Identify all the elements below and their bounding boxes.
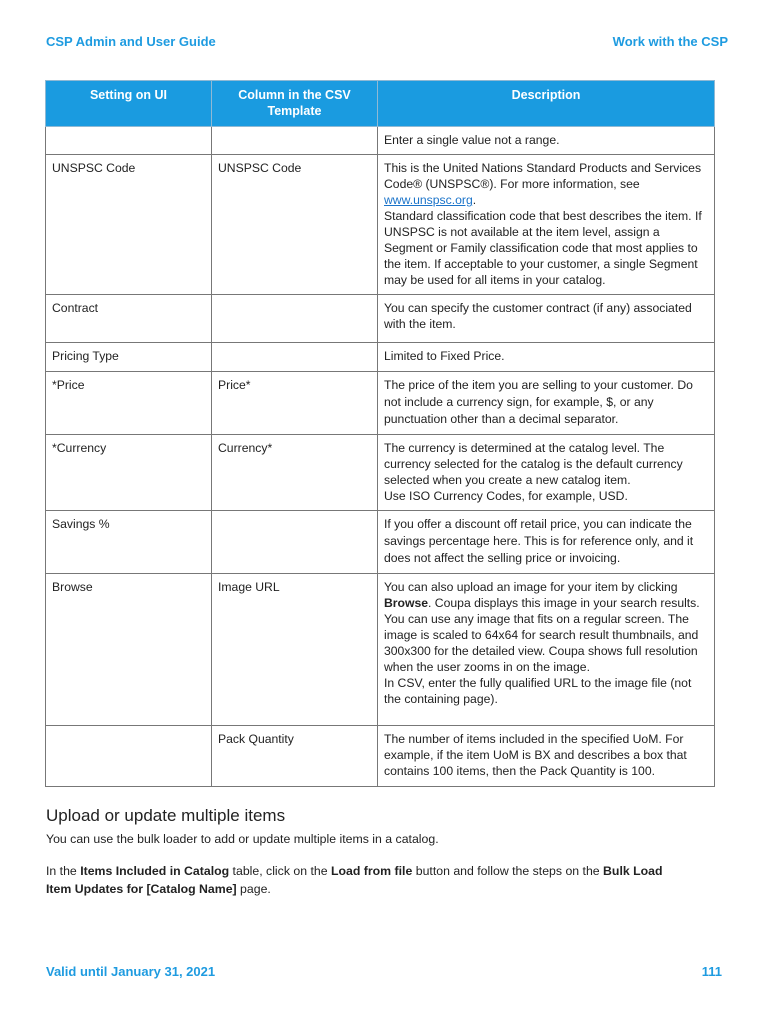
cell-setting: Pricing Type	[46, 343, 212, 372]
cell-csv: UNSPSC Code	[212, 155, 378, 295]
instruction-text: table, click on the	[229, 864, 331, 878]
cell-description: You can specify the customer contract (if any) associated with the item.	[378, 295, 715, 343]
cell-csv: Pack Quantity	[212, 726, 378, 787]
cell-description: The number of items included in the specified UoM. For example, if the item UoM is BX and describes a box that contains 100 items, then the Pack Quantity is 100.	[378, 726, 715, 787]
description-text: Use ISO Currency Codes, for example, USD.	[384, 489, 628, 503]
items-table-term: Items Included in Catalog	[80, 864, 230, 878]
cell-setting: Contract	[46, 295, 212, 343]
cell-setting: *Currency	[46, 435, 212, 511]
cell-setting	[46, 127, 212, 155]
cell-setting: UNSPSC Code	[46, 155, 212, 295]
description-text: The currency is determined at the catalog level. The currency selected for the catalog is the default currency selected when you create a new catalog item.	[384, 441, 683, 487]
cell-setting: *Price	[46, 372, 212, 435]
table-header-row	[46, 81, 715, 127]
instruction-text: button and follow the steps on the	[412, 864, 604, 878]
cell-description: The price of the item you are selling to your customer. Do not include a currency sign, for example, $, or any punctuation other than a decimal separator.	[378, 372, 715, 435]
cell-description: Enter a single value not a range.	[378, 127, 715, 155]
table-row	[46, 155, 715, 295]
cell-setting: Savings %	[46, 511, 212, 574]
table-row	[46, 435, 715, 511]
description-text: Standard classification code that best describes the item. If UNSPSC is not available at the item level, assign a Segment or Family classification code that most applies to the item. If acceptable to your customer, a single Segment may be used for all items in your catalog.	[384, 209, 702, 287]
table-row	[46, 343, 715, 372]
table-row	[46, 726, 715, 787]
section-heading: Upload or update multiple items	[46, 806, 286, 825]
browse-term: Browse	[384, 596, 429, 610]
table-row	[46, 127, 715, 155]
table-row	[46, 511, 715, 574]
description-text: .	[472, 193, 477, 207]
page-number: 111	[701, 964, 722, 979]
description-text: You can also upload an image for your item by clicking	[384, 580, 678, 594]
cell-description: If you offer a discount off retail price, you can indicate the savings percentage here. This is for reference only, and it does not affect the selling price or invoicing.	[378, 511, 715, 574]
running-header-title: CSP Admin and User Guide	[46, 34, 216, 49]
description-text: In CSV, enter the fully qualified URL to the image file (not the containing page).	[384, 676, 692, 706]
load-from-file-term: Load from file	[331, 864, 413, 878]
table-row	[46, 295, 715, 343]
section-instructions	[46, 862, 686, 898]
description-text: . Coupa displays this image in your search results. You can use any image that fits on a regular screen. The image is scaled to 64x64 for search result thumbnails, and 300x300 for the detailed view. Coupa shows full resolution when the user zooms in on the image.	[384, 596, 700, 674]
cell-csv: Price*	[212, 372, 378, 435]
cell-csv	[212, 511, 378, 574]
cell-csv: Image URL	[212, 574, 378, 726]
column-header-description: Description	[378, 81, 715, 127]
unspsc-link[interactable]: www.unspsc.org	[384, 193, 473, 207]
column-header-setting: Setting on UI	[46, 81, 212, 127]
cell-csv	[212, 295, 378, 343]
instruction-text: page.	[236, 882, 271, 896]
footer-validity: Valid until January 31, 2021	[46, 964, 216, 979]
cell-description: Limited to Fixed Price.	[378, 343, 715, 372]
column-header-csv: Column in the CSV Template	[212, 81, 378, 127]
cell-description	[378, 574, 715, 726]
instruction-text: In the	[46, 864, 81, 878]
cell-csv	[212, 127, 378, 155]
settings-table	[45, 80, 715, 787]
cell-description	[378, 155, 715, 295]
description-text: This is the United Nations Standard Products and Services Code® (UNSPSC®). For more information, see	[384, 161, 702, 191]
bulk-load-page-term: Bulk Load Item Updates for [Catalog Name]	[46, 864, 663, 896]
cell-description	[378, 435, 715, 511]
section-paragraph: You can use the bulk loader to add or update multiple items in a catalog.	[46, 832, 439, 846]
table-row	[46, 372, 715, 435]
table-row	[46, 574, 715, 726]
cell-setting	[46, 726, 212, 787]
cell-csv	[212, 343, 378, 372]
cell-setting: Browse	[46, 574, 212, 726]
cell-csv: Currency*	[212, 435, 378, 511]
running-header-section: Work with the CSP	[612, 34, 728, 49]
